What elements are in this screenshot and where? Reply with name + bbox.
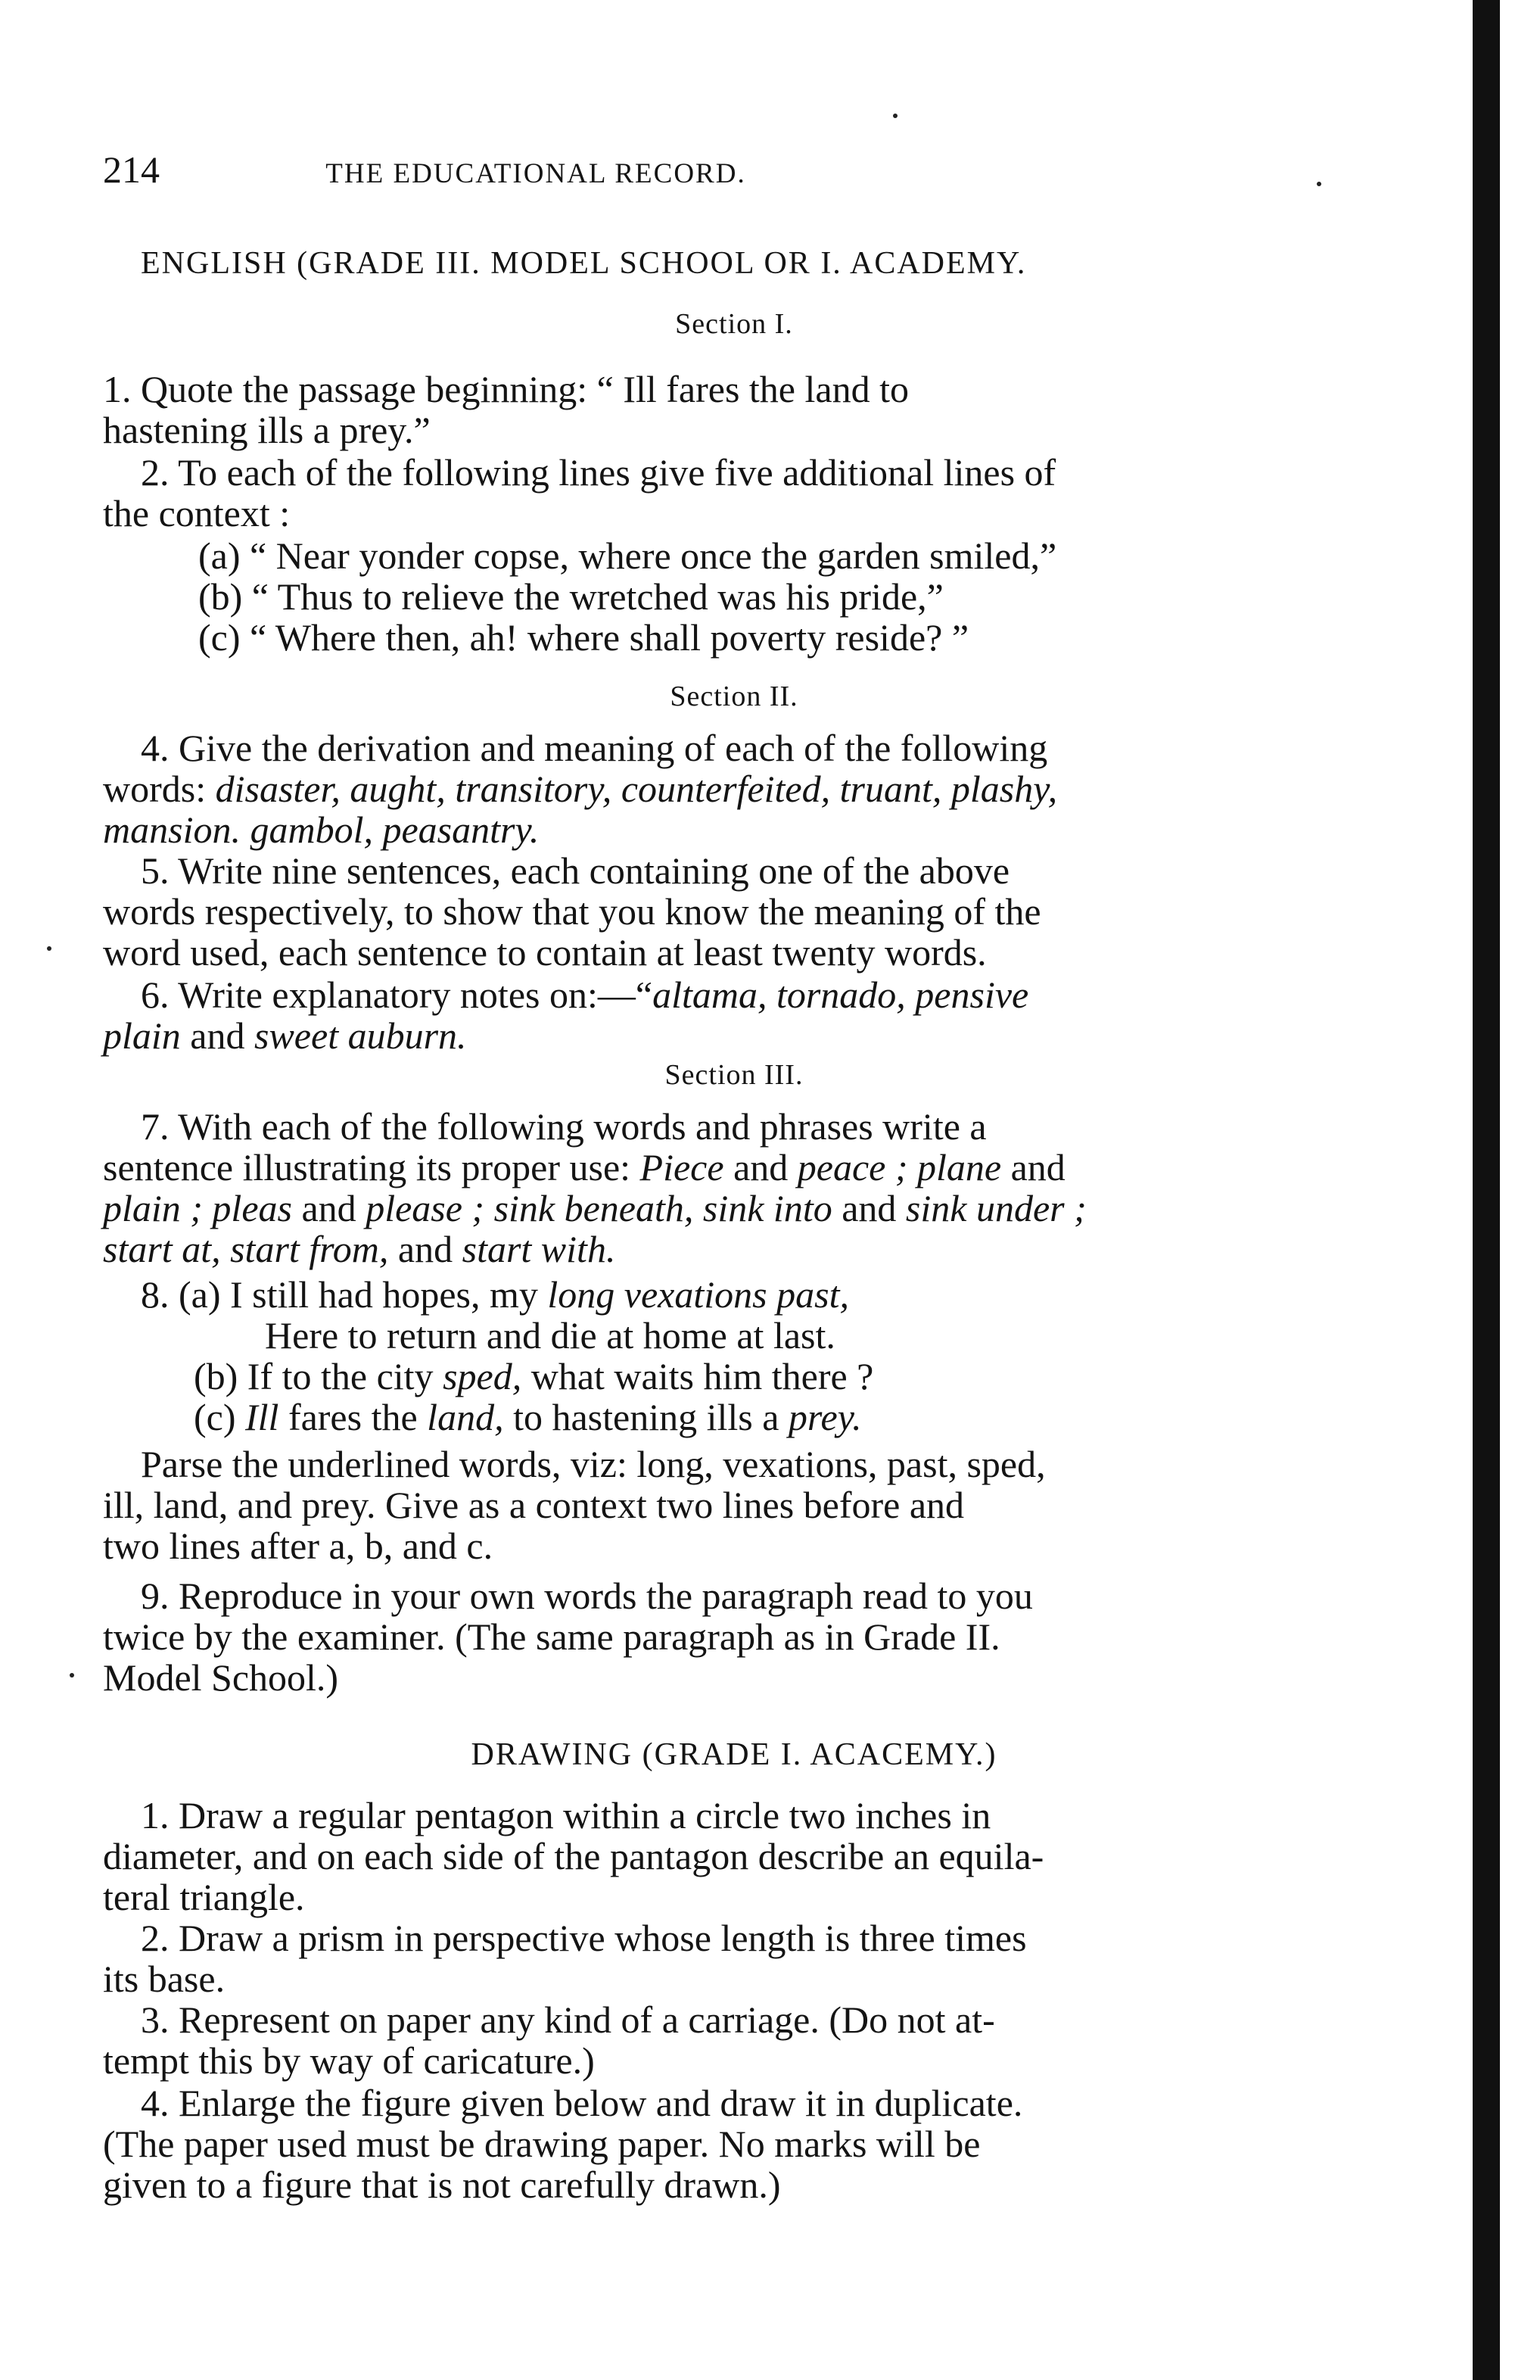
parse-instruction-line-2: ill, land, and prey. Give as a context two lines before and — [103, 1484, 965, 1526]
print-speck — [70, 1673, 74, 1678]
drawing-2-line-2: its base. — [103, 1958, 226, 2000]
drawing-1-line-2: diameter, and on each side of the pantagon describe an equila- — [103, 1835, 1044, 1877]
question-7-line-3: plain ; pleas and please ; sink beneath, sink into and sink under ; — [103, 1187, 1087, 1229]
question-7-line-4: start at, start from, and start with. — [103, 1228, 616, 1270]
section-heading-1: Section I. — [675, 308, 793, 340]
print-speck — [47, 946, 51, 951]
question-5-line-2: words respectively, to show that you know the meaning of the — [103, 890, 1041, 933]
question-9-line-1: 9. Reproduce in your own words the paragraph read to you — [141, 1575, 1033, 1617]
question-2-line-2: the context : — [103, 492, 291, 534]
question-8-c: (c) Ill fares the land, to hastening ills a prey. — [194, 1396, 862, 1438]
question-1-line-2: hastening ills a prey.” — [103, 409, 431, 451]
question-6-line-1: 6. Write explanatory notes on:—“altama, tornado, pensive — [141, 973, 1029, 1016]
question-5-line-1: 5. Write nine sentences, each containing one of the above — [141, 849, 1010, 892]
drawing-1-line-3: teral triangle. — [103, 1876, 305, 1918]
drawing-4-line-3: given to a figure that is not carefully drawn.) — [103, 2163, 781, 2206]
question-7-line-2: sentence illustrating its proper use: Piece and peace ; plane and — [103, 1146, 1066, 1188]
drawing-1-line-1: 1. Draw a regular pentagon within a circle two inches in — [141, 1794, 991, 1836]
question-8-a-line-2: Here to return and die at home at last. — [265, 1314, 835, 1357]
question-4-line-1: 4. Give the derivation and meaning of each of the following — [141, 727, 1048, 769]
english-exam-title: ENGLISH (GRADE III. MODEL SCHOOL OR I. ACADEMY. — [141, 246, 1027, 281]
section-heading-3: Section III. — [664, 1059, 804, 1091]
drawing-3-line-2: tempt this by way of caricature.) — [103, 2039, 595, 2082]
drawing-exam-title: DRAWING (GRADE I. ACACEMY.) — [471, 1737, 997, 1772]
quote-c: (c) “ Where then, ah! where shall poverty reside? ” — [198, 616, 969, 659]
vocab-word: transitory, — [455, 768, 621, 810]
question-1-line-1: 1. Quote the passage beginning: “ Ill fares the land to — [103, 368, 909, 410]
vocab-word: disaster, — [215, 768, 350, 810]
quote-b: (b) “ Thus to relieve the wretched was his pride,” — [198, 575, 944, 618]
print-speck — [893, 114, 898, 118]
vocab-word: plashy, — [950, 768, 1058, 810]
question-4-line-3: mansion. gambol, peasantry. — [103, 808, 540, 851]
question-8-b: (b) If to the city sped, what waits him there ? — [194, 1355, 874, 1397]
page-number: 214 — [103, 148, 160, 191]
drawing-3-line-1: 3. Represent on paper any kind of a carriage. (Do not at- — [141, 1998, 995, 2041]
running-title: THE EDUCATIONAL RECORD. — [325, 158, 746, 189]
parse-instruction-line-1: Parse the underlined words, viz: long, vexations, past, sped, — [141, 1443, 1046, 1485]
vocab-word: truant, — [839, 768, 951, 810]
print-speck — [1317, 182, 1321, 186]
question-2-line-1: 2. To each of the following lines give five additional lines of — [141, 451, 1056, 494]
question-9-line-2: twice by the examiner. (The same paragraph as in Grade II. — [103, 1615, 1000, 1658]
section-heading-2: Section II. — [670, 681, 798, 712]
vocab-word: aught, — [350, 768, 456, 810]
question-8-a: 8. (a) I still had hopes, my long vexations past, — [141, 1273, 849, 1316]
question-5-line-3: word used, each sentence to contain at least twenty words. — [103, 931, 987, 973]
parse-instruction-line-3: two lines after a, b, and c. — [103, 1525, 493, 1567]
quote-a: (a) “ Near yonder copse, where once the garden smiled,” — [198, 534, 1057, 577]
page-edge-shadow — [1473, 0, 1500, 2380]
question-9-line-3: Model School.) — [103, 1656, 339, 1699]
question-4-line-2: words: disaster, aught, transitory, counterfeited, truant, plashy, — [103, 768, 1058, 810]
question-6-line-2: plain and sweet auburn. — [103, 1014, 467, 1057]
drawing-4-line-2: (The paper used must be drawing paper. No marks will be — [103, 2123, 981, 2165]
drawing-2-line-1: 2. Draw a prism in perspective whose length is three times — [141, 1917, 1027, 1959]
vocab-word: counterfeited, — [621, 768, 840, 810]
question-7-line-1: 7. With each of the following words and phrases write a — [141, 1105, 987, 1148]
drawing-4-line-1: 4. Enlarge the figure given below and draw it in duplicate. — [141, 2082, 1023, 2124]
